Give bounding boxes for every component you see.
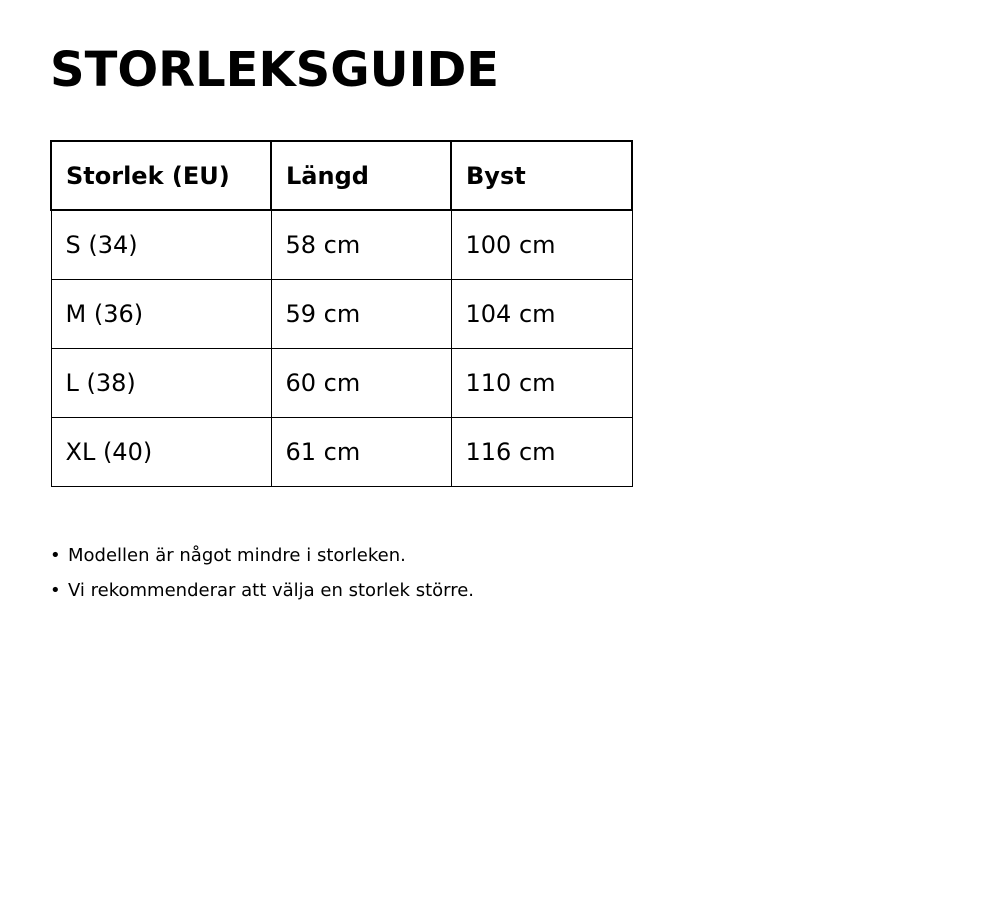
length-cell: 59 cm xyxy=(271,279,451,348)
column-header-bust: Byst xyxy=(451,141,632,210)
table-row xyxy=(51,348,632,417)
note-item xyxy=(50,573,474,608)
table-header-row xyxy=(51,141,632,210)
length-cell: 61 cm xyxy=(271,417,451,486)
note-text: Modellen är något mindre i storleken. xyxy=(68,545,406,566)
size-table xyxy=(50,140,633,487)
bullet-icon: • xyxy=(50,545,61,566)
bullet-icon: • xyxy=(50,580,61,601)
bust-cell: 110 cm xyxy=(451,348,632,417)
size-cell: M (36) xyxy=(51,279,271,348)
note-item xyxy=(50,538,474,573)
table-row xyxy=(51,417,632,486)
length-cell: 58 cm xyxy=(271,210,451,279)
bust-cell: 116 cm xyxy=(451,417,632,486)
column-header-length: Längd xyxy=(271,141,451,210)
size-cell: L (38) xyxy=(51,348,271,417)
bust-cell: 104 cm xyxy=(451,279,632,348)
size-cell: S (34) xyxy=(51,210,271,279)
size-cell: XL (40) xyxy=(51,417,271,486)
note-text: Vi rekommenderar att välja en storlek större. xyxy=(68,580,475,601)
length-cell: 60 cm xyxy=(271,348,451,417)
table-row xyxy=(51,210,632,279)
notes-list xyxy=(50,538,474,608)
table-row xyxy=(51,279,632,348)
column-header-size: Storlek (EU) xyxy=(51,141,271,210)
page-title: STORLEKSGUIDE xyxy=(50,42,500,98)
bust-cell: 100 cm xyxy=(451,210,632,279)
